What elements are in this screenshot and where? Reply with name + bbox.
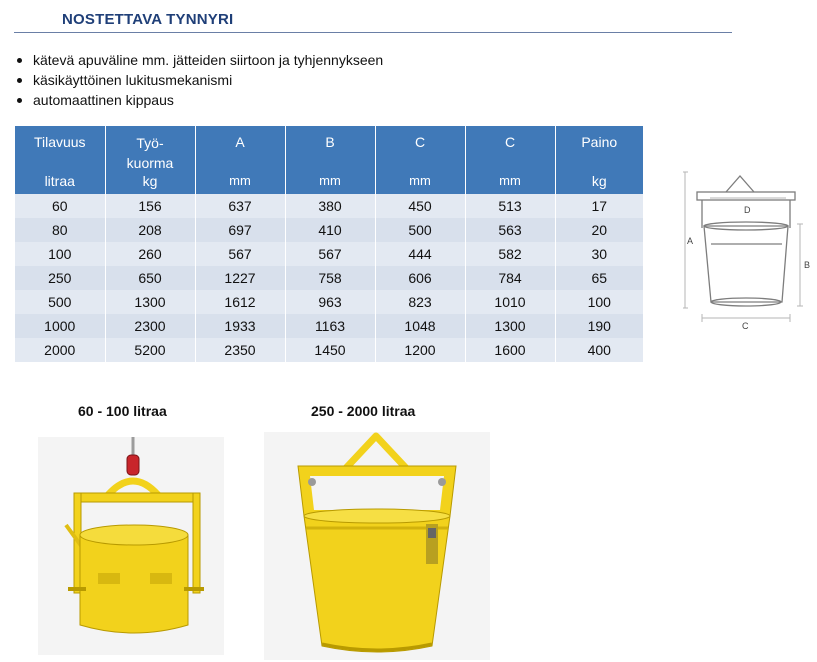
table-cell: 1048 bbox=[375, 314, 465, 338]
table-cell: 1010 bbox=[465, 290, 555, 314]
table-cell: 60 bbox=[15, 194, 105, 218]
dimension-label-d: D bbox=[744, 205, 751, 215]
small-barrel-photo bbox=[38, 437, 224, 655]
table-cell: 1200 bbox=[375, 338, 465, 362]
barrel-dimension-diagram bbox=[678, 166, 814, 332]
table-cell: 637 bbox=[195, 194, 285, 218]
dimension-label-a: A bbox=[687, 236, 694, 246]
table-row bbox=[15, 314, 643, 338]
caption-large-barrel: 250 - 2000 litraa bbox=[311, 403, 416, 419]
table-cell: 156 bbox=[105, 194, 195, 218]
column-header-c2 bbox=[465, 126, 555, 194]
table-cell: 65 bbox=[591, 270, 608, 286]
table-cell: 500 bbox=[15, 290, 105, 314]
table-cell: 380 bbox=[285, 194, 375, 218]
table-cell: 582 bbox=[465, 242, 555, 266]
table-cell: 30 bbox=[591, 246, 608, 262]
table-cell: 1300 bbox=[465, 314, 555, 338]
table-cell: 444 bbox=[375, 242, 465, 266]
table-cell: 17 bbox=[591, 198, 608, 214]
table-cell: 758 bbox=[285, 266, 375, 290]
header-unit: litraa bbox=[44, 173, 75, 189]
table-cell: 100 bbox=[15, 242, 105, 266]
table-cell: 450 bbox=[375, 194, 465, 218]
table-cell: 606 bbox=[375, 266, 465, 290]
header-label: C bbox=[414, 134, 426, 150]
table-cell: 100 bbox=[587, 294, 611, 310]
header-unit: mm bbox=[409, 173, 431, 188]
header-label: Tilavuus bbox=[33, 134, 86, 150]
header-unit: kg bbox=[591, 173, 607, 189]
table-cell: 1600 bbox=[465, 338, 555, 362]
table-cell: 1000 bbox=[15, 314, 105, 338]
feature-list bbox=[14, 50, 383, 110]
table-cell: 260 bbox=[105, 242, 195, 266]
header-unit: mm bbox=[229, 173, 251, 188]
header-unit: mm bbox=[499, 173, 521, 188]
table-cell: 697 bbox=[195, 218, 285, 242]
column-header-volume bbox=[15, 126, 105, 194]
table-cell: 80 bbox=[15, 218, 105, 242]
header-label: Paino bbox=[581, 134, 618, 150]
table-cell: 1163 bbox=[285, 314, 375, 338]
table-row bbox=[15, 266, 643, 290]
table-cell: 567 bbox=[195, 242, 285, 266]
table-cell: 513 bbox=[465, 194, 555, 218]
table-cell: 20 bbox=[591, 222, 608, 238]
table-cell: 500 bbox=[375, 218, 465, 242]
table-cell: 400 bbox=[587, 342, 611, 358]
table-cell: 208 bbox=[105, 218, 195, 242]
table-cell: 567 bbox=[285, 242, 375, 266]
column-header-c bbox=[375, 126, 465, 194]
feature-item: käsikäyttöinen lukitusmekanismi bbox=[14, 70, 383, 90]
table-row bbox=[15, 242, 643, 266]
column-header-b bbox=[285, 126, 375, 194]
header-label: C bbox=[504, 134, 516, 150]
caption-small-barrel: 60 - 100 litraa bbox=[78, 403, 167, 419]
table-cell: 190 bbox=[587, 318, 611, 334]
header-unit: mm bbox=[319, 173, 341, 188]
dimension-label-c: C bbox=[742, 321, 749, 331]
table-cell: 1300 bbox=[105, 290, 195, 314]
header-label: B bbox=[325, 134, 335, 150]
table-row bbox=[15, 290, 643, 314]
header-label: A bbox=[235, 134, 245, 150]
table-cell: 250 bbox=[15, 266, 105, 290]
feature-item: automaattinen kippaus bbox=[14, 90, 383, 110]
feature-item: kätevä apuväline mm. jätteiden siirtoon ja tyhjennykseen bbox=[14, 50, 383, 70]
table-cell: 1227 bbox=[195, 266, 285, 290]
table-row bbox=[15, 338, 643, 362]
table-row bbox=[15, 194, 643, 218]
page-title: NOSTETTAVA TYNNYRI bbox=[62, 11, 234, 28]
column-header-workload bbox=[105, 126, 195, 194]
spec-table bbox=[15, 126, 643, 362]
table-cell: 1450 bbox=[285, 338, 375, 362]
table-cell: 784 bbox=[465, 266, 555, 290]
table-row bbox=[15, 218, 643, 242]
table-cell: 2350 bbox=[195, 338, 285, 362]
header-label: Työ- kuorma bbox=[126, 135, 174, 171]
table-header-row bbox=[15, 126, 643, 194]
table-cell: 1933 bbox=[195, 314, 285, 338]
table-cell: 963 bbox=[285, 290, 375, 314]
large-barrel-photo bbox=[264, 432, 490, 660]
dimension-label-b: B bbox=[804, 260, 811, 270]
header-unit: kg bbox=[142, 173, 158, 189]
column-header-a bbox=[195, 126, 285, 194]
table-cell: 823 bbox=[375, 290, 465, 314]
table-cell: 563 bbox=[465, 218, 555, 242]
title-divider bbox=[14, 32, 732, 33]
column-header-weight bbox=[555, 126, 643, 194]
table-cell: 2300 bbox=[105, 314, 195, 338]
table-cell: 5200 bbox=[105, 338, 195, 362]
table-cell: 2000 bbox=[15, 338, 105, 362]
table-cell: 650 bbox=[105, 266, 195, 290]
table-cell: 1612 bbox=[195, 290, 285, 314]
table-body bbox=[15, 194, 643, 362]
table-cell: 410 bbox=[285, 218, 375, 242]
